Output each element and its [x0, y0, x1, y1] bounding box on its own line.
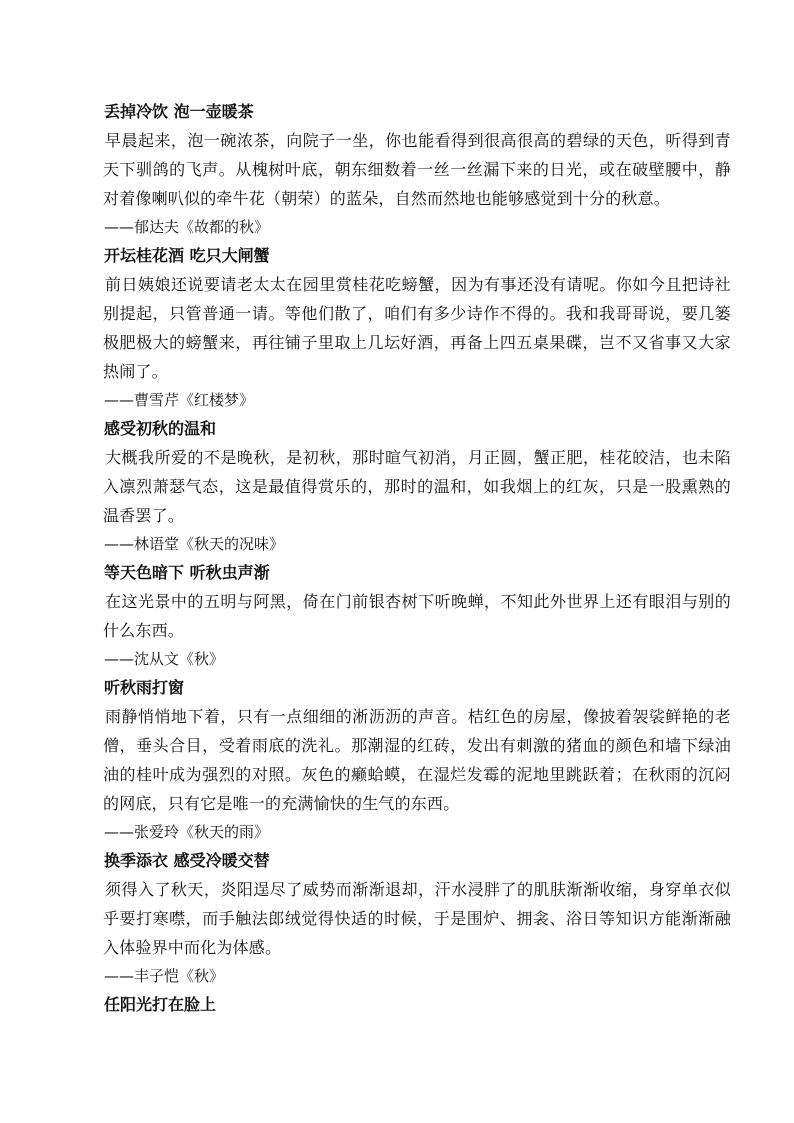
section-source: ——林语堂《秋天的况味》	[104, 535, 285, 553]
section-heading: 听秋雨打窗	[104, 678, 185, 697]
section-sunlight	[103, 991, 731, 1019]
section-source: ——张爱玲《秋天的雨》	[104, 823, 270, 841]
section-quote: 前日姨娘还说要请老太太在园里赏桂花吃螃蟹，因为有事还没有请呢。你如今且把诗社别提起，只管普通一请。等他们散了，咱们有多少诗作不得的。我和我哥哥说，要几篓极肥极大的螃蟹来，再往铺子里取上几坛好酒，再备上四五桌果碟，岂不又省事又大家热闹了。	[103, 275, 731, 381]
section-change-clothes	[103, 847, 731, 991]
section-source: ——郁达夫《故都的秋》	[104, 218, 270, 236]
section-tea	[103, 98, 731, 242]
section-heading: 丢掉冷饮 泡一壶暖茶	[104, 102, 254, 121]
section-quote: 早晨起来，泡一碗浓茶，向院子一坐，你也能看得到很高很高的碧绿的天色，听得到青天下驯鸽的飞声。从槐树叶底，朝东细数着一丝一丝漏下来的日光，或在破壁腰中，静对着像喇叭似的牵牛花（朝荣）的蓝朵，自然而然地也能够感觉到十分的秋意。	[103, 131, 731, 208]
section-early-autumn	[103, 415, 731, 559]
section-autumn-insects	[103, 559, 731, 674]
section-osmanthus-wine	[103, 242, 731, 415]
section-autumn-rain	[103, 674, 731, 847]
section-source: ——丰子恺《秋》	[104, 967, 225, 985]
section-quote: 须得入了秋天，炎阳逞尽了威势而渐渐退却，汗水浸胖了的肌肤渐渐收缩，身穿单衣似乎要打寒噤，而手触法郎绒觉得快适的时候，于是围炉、拥衾、浴日等知识方能渐渐融入体验界中而化为体感。	[103, 880, 731, 957]
section-source: ——沈从文《秋》	[104, 650, 225, 668]
section-heading: 等天色暗下 听秋虫声渐	[104, 563, 270, 582]
document-body	[103, 98, 731, 1019]
section-heading: 换季添衣 感受冷暖交替	[104, 851, 270, 870]
section-quote: 雨静悄悄地下着，只有一点细细的淅沥沥的声音。桔红色的房屋，像披着袈裟鲜艳的老僧，垂头合目，受着雨底的洗礼。那潮湿的红砖，发出有刺激的猪血的颜色和墙下绿油油的桂叶成为强烈的对照。灰色的癞蛤蟆，在湿烂发霉的泥地里跳跃着；在秋雨的沉闷的网底，只有它是唯一的充满愉快的生气的东西。	[103, 707, 731, 813]
section-heading: 任阳光打在脸上	[104, 995, 217, 1014]
section-quote: 在这光景中的五明与阿黑，倚在门前银杏树下听晚蝉，不知此外世界上还有眼泪与别的什么东西。	[103, 592, 731, 640]
section-source: ——曹雪芹《红楼梦》	[104, 391, 255, 409]
section-heading: 开坛桂花酒 吃只大闸蟹	[104, 246, 270, 265]
section-quote: 大概我所爱的不是晚秋，是初秋，那时暄气初消，月正圆，蟹正肥，桂花皎洁，也未陷入凛烈萧瑟气态，这是最值得赏乐的，那时的温和，如我烟上的红灰，只是一股熏熟的温香罢了。	[103, 448, 731, 525]
section-heading: 感受初秋的温和	[104, 419, 217, 438]
